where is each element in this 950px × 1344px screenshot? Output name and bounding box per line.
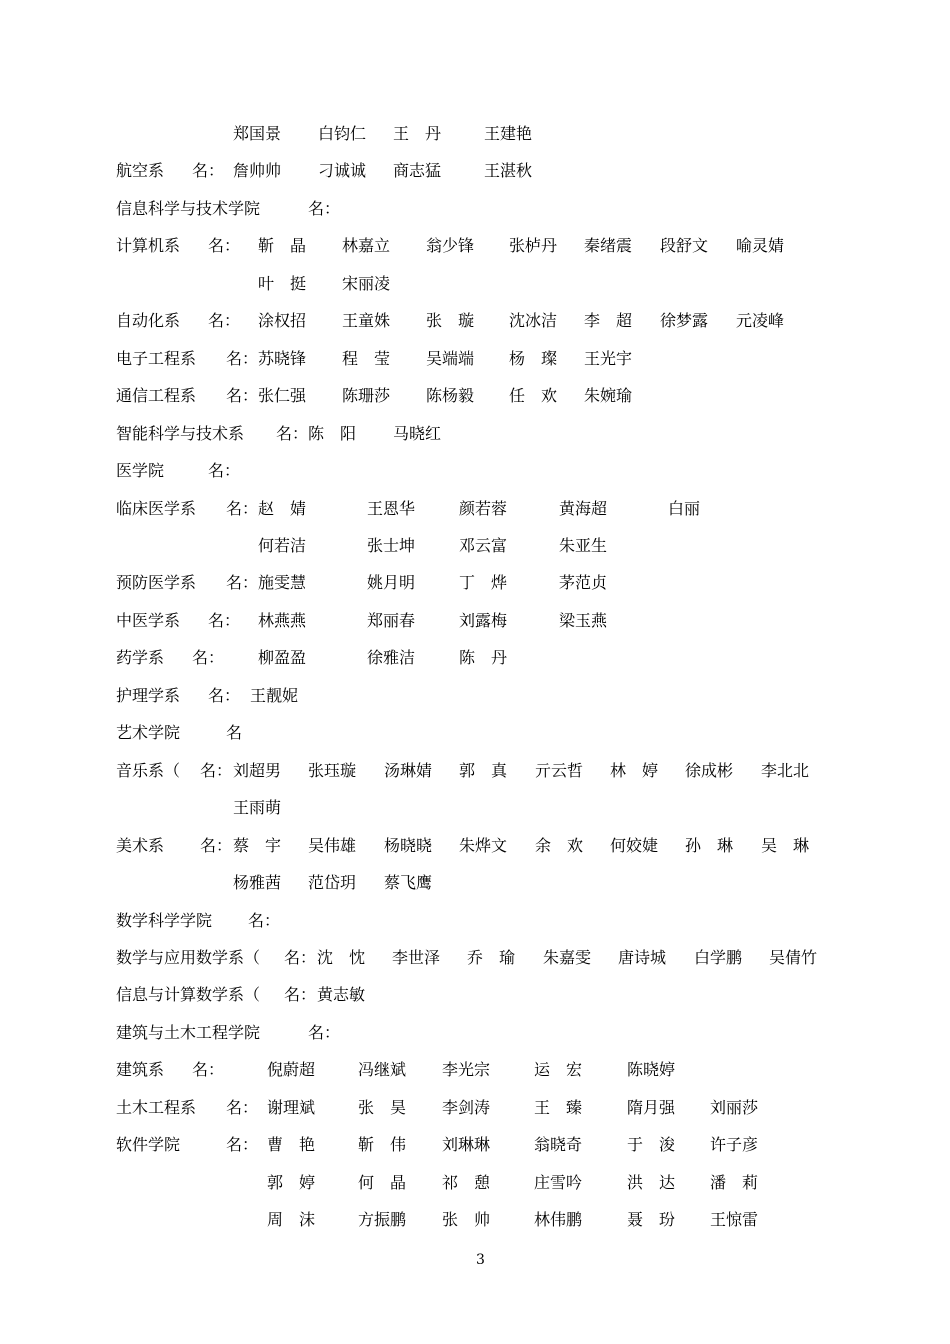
text-segment: 王惊雷	[710, 1210, 759, 1230]
text-segment: 通信工程系	[116, 386, 197, 406]
text-segment: 倪蔚超	[267, 1060, 316, 1080]
text-segment: 张 昊	[358, 1097, 407, 1117]
text-segment: 王靓妮	[250, 685, 299, 705]
text-segment: 颜若蓉	[459, 498, 508, 518]
text-segment: 林伟鹏	[534, 1210, 583, 1230]
text-segment: 名：	[284, 947, 317, 967]
text-segment: 任 欢	[509, 386, 558, 406]
text-segment: 音乐系（	[116, 760, 181, 780]
text-segment: 张栌丹	[509, 236, 558, 256]
text-segment: 名	[226, 723, 243, 743]
text-segment: 名：	[308, 198, 341, 218]
text-segment: 陈晓婷	[627, 1060, 676, 1080]
text-segment: 名：	[226, 1135, 259, 1155]
text-segment: 朱烨文	[459, 835, 508, 855]
text-segment: 李世泽	[392, 947, 441, 967]
text-segment: 何若洁	[258, 536, 307, 555]
text-segment: 徐梦露	[660, 311, 709, 331]
text-segment: 名：	[208, 311, 241, 331]
text-segment: 方振鹏	[358, 1210, 407, 1230]
text-segment: 元凌峰	[736, 311, 785, 331]
text-segment: 吴伟雄	[308, 835, 357, 855]
text-segment: 名：	[192, 1060, 225, 1080]
text-segment: 蔡飞鹰	[384, 873, 433, 892]
text-segment: 刘露梅	[459, 610, 508, 630]
text-segment: 苏晓锋	[258, 348, 307, 368]
text-segment: 余 欢	[535, 835, 584, 855]
text-segment: 曹 艳	[267, 1135, 316, 1155]
text-segment: 祁 憩	[442, 1172, 491, 1192]
text-segment: 自动化系	[116, 311, 181, 331]
text-segment: 名：	[200, 760, 233, 780]
text-segment: 梁玉燕	[559, 610, 608, 630]
text-segment: 艺术学院	[116, 723, 181, 743]
text-segment: 沈冰洁	[509, 311, 558, 331]
text-segment: 航空系	[116, 161, 165, 181]
text-segment: 电子工程系	[116, 348, 197, 368]
text-segment: 冯继斌	[358, 1060, 407, 1080]
text-segment: 名：	[192, 648, 225, 668]
text-segment: 杨 璨	[509, 348, 558, 368]
text-segment: 名：	[284, 985, 317, 1005]
text-segment: 丁 烨	[459, 573, 508, 593]
text-segment: 范岱玥	[308, 873, 357, 892]
text-segment: 白丽	[668, 498, 701, 518]
text-segment: 潘 莉	[710, 1172, 759, 1192]
text-segment: 聂 玢	[627, 1210, 676, 1230]
text-segment: 孙 琳	[685, 835, 734, 855]
text-segment: 张珏璇	[308, 760, 357, 780]
text-segment: 邓云富	[459, 536, 508, 555]
text-segment: 程 莹	[342, 348, 391, 368]
text-segment: 张仁强	[258, 386, 307, 406]
text-segment: 黄志敏	[317, 985, 366, 1005]
text-segment: 信息与计算数学系（	[116, 985, 261, 1005]
text-segment: 秦绪震	[584, 236, 633, 256]
text-segment: 乔 瑜	[467, 947, 516, 967]
text-segment: 徐雅洁	[367, 648, 416, 668]
text-segment: 喻灵婧	[736, 236, 785, 256]
text-segment: 刁诚诚	[318, 161, 367, 181]
text-segment: 王恩华	[367, 498, 416, 518]
text-segment: 名：	[192, 161, 225, 181]
text-segment: 名：	[226, 573, 259, 593]
text-segment: 智能科学与技术系	[116, 423, 245, 443]
text-segment: 信息科学与技术学院	[116, 198, 261, 218]
text-segment: 药学系	[116, 648, 165, 668]
text-segment: 宋丽凌	[342, 273, 391, 293]
text-segment: 蔡 宇	[233, 835, 282, 855]
text-segment: 陈 阳	[308, 423, 357, 443]
text-segment: 名：	[226, 498, 259, 518]
text-segment: 段舒文	[660, 236, 709, 256]
text-segment: 谢理斌	[267, 1097, 316, 1117]
text-segment: 白学鹏	[694, 947, 743, 967]
text-segment: 计算机系	[116, 236, 181, 256]
text-segment: 王 丹	[393, 124, 442, 143]
text-segment: 运 宏	[534, 1060, 583, 1080]
text-segment: 何 晶	[358, 1172, 407, 1192]
text-segment: 护理学系	[116, 685, 181, 705]
text-segment: 詹帅帅	[233, 161, 282, 181]
text-segment: 于 浚	[627, 1135, 676, 1155]
text-segment: 名：	[226, 348, 259, 368]
text-segment: 朱婉瑜	[584, 386, 633, 406]
text-segment: 朱亚生	[559, 536, 608, 555]
text-segment: 刘丽莎	[710, 1097, 759, 1117]
text-segment: 唐诗城	[618, 947, 667, 967]
text-segment: 名：	[226, 1097, 259, 1117]
text-segment: 靳 晶	[258, 236, 307, 256]
text-segment: 杨晓晓	[384, 835, 433, 855]
text-segment: 李光宗	[442, 1060, 491, 1080]
text-segment: 张 帅	[442, 1210, 491, 1230]
text-segment: 陈珊莎	[342, 386, 391, 406]
text-segment: 医学院	[116, 461, 165, 481]
text-segment: 李 超	[584, 311, 633, 331]
text-segment: 翁晓奇	[534, 1135, 583, 1155]
text-segment: 陈杨毅	[426, 386, 475, 406]
text-segment: 数学与应用数学系（	[116, 947, 261, 967]
text-segment: 名：	[226, 386, 259, 406]
text-segment: 徐成彬	[685, 760, 734, 780]
text-segment: 涂权招	[258, 311, 307, 331]
text-segment: 名：	[208, 685, 241, 705]
text-segment: 施雯慧	[258, 573, 307, 593]
text-segment: 名：	[308, 1022, 341, 1042]
text-segment: 马晓红	[393, 423, 442, 443]
text-segment: 许子彦	[710, 1135, 759, 1155]
text-segment: 建筑与土木工程学院	[116, 1022, 261, 1042]
text-segment: 张士坤	[367, 536, 416, 555]
text-segment: 黄海超	[559, 498, 608, 518]
text-segment: 杨雅茜	[233, 873, 282, 892]
text-segment: 李北北	[761, 760, 810, 780]
text-segment: 名：	[248, 910, 281, 930]
text-segment: 姚月明	[367, 573, 416, 593]
text-segment: 汤琳婧	[384, 760, 433, 780]
text-segment: 何姣婕	[610, 835, 659, 855]
text-segment: 郭 真	[459, 760, 508, 780]
text-segment: 吴倩竹	[769, 947, 818, 967]
text-segment: 沈 忱	[317, 947, 366, 967]
text-segment: 名：	[276, 423, 309, 443]
text-segment: 白钧仁	[318, 124, 367, 143]
text-segment: 王童姝	[342, 311, 391, 331]
text-segment: 建筑系	[116, 1060, 165, 1080]
page-number: 3	[476, 1252, 485, 1268]
text-segment: 郑丽春	[367, 610, 416, 630]
text-segment: 王湛秋	[484, 161, 533, 181]
text-segment: 林燕燕	[258, 610, 307, 630]
text-segment: 吴端端	[426, 348, 475, 368]
text-segment: 隋月强	[627, 1097, 676, 1117]
text-segment: 亓云哲	[535, 760, 584, 780]
text-segment: 名：	[200, 835, 233, 855]
text-segment: 预防医学系	[116, 573, 197, 593]
text-segment: 陈 丹	[459, 648, 508, 668]
text-segment: 美术系	[116, 835, 165, 855]
text-segment: 赵 婧	[258, 498, 307, 518]
text-segment: 林嘉立	[342, 236, 391, 256]
text-segment: 林 婷	[610, 760, 659, 780]
text-segment: 李剑涛	[442, 1097, 491, 1117]
text-segment: 吴 琳	[761, 835, 810, 855]
text-segment: 中医学系	[116, 610, 181, 630]
text-segment: 刘琳琳	[442, 1135, 491, 1155]
text-segment: 朱嘉雯	[543, 947, 592, 967]
text-segment: 数学科学学院	[116, 910, 213, 930]
text-segment: 刘超男	[233, 760, 282, 780]
text-segment: 土木工程系	[116, 1097, 197, 1117]
text-segment: 茅范贞	[559, 573, 608, 593]
text-segment: 周 沫	[267, 1210, 316, 1230]
text-segment: 王建艳	[484, 124, 533, 143]
text-segment: 张 璇	[426, 311, 475, 331]
text-segment: 柳盈盈	[258, 648, 307, 668]
text-segment: 名：	[208, 236, 241, 256]
text-segment: 商志猛	[393, 161, 442, 181]
text-segment: 洪 达	[627, 1172, 676, 1192]
text-segment: 庄雪吟	[534, 1172, 583, 1192]
text-segment: 王雨萌	[233, 798, 282, 818]
text-segment: 临床医学系	[116, 498, 197, 518]
text-segment: 郑国景	[233, 124, 282, 143]
text-segment: 软件学院	[116, 1135, 181, 1155]
text-segment: 叶 挺	[258, 273, 307, 293]
text-segment: 靳 伟	[358, 1135, 407, 1155]
text-segment: 名：	[208, 610, 241, 630]
text-segment: 王 臻	[534, 1097, 583, 1117]
text-segment: 翁少锋	[426, 236, 475, 256]
text-segment: 郭 婷	[267, 1172, 316, 1192]
text-segment: 王光宇	[584, 348, 633, 368]
text-segment: 名：	[208, 461, 241, 481]
